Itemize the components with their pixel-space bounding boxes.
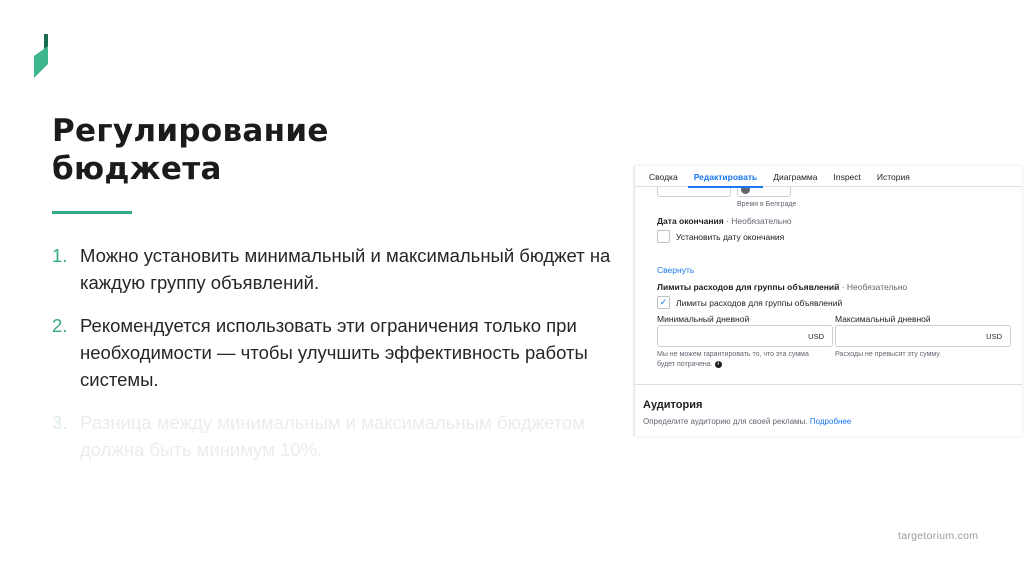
title-line-1: Регулирование [52,113,329,149]
end-date-checkbox-row[interactable] [657,230,784,243]
max-daily-label: Максимальный дневной [835,314,931,324]
end-date-checkbox[interactable] [657,230,670,243]
audience-description [643,417,851,426]
max-daily-input[interactable] [835,325,1011,347]
item-number: 3. [52,412,68,433]
end-date-label [657,216,792,226]
learn-more-link[interactable]: Подробнее [809,417,852,426]
item-text: Разница между минимальным и максимальным бюджетом должна быть минимум 10%. [80,412,586,460]
brand-logo [34,34,54,78]
item-text: Рекомендуется использовать эти ограничения только при необходимости — чтобы улучшить эффективность работы системы. [80,315,588,390]
min-daily-hint-line2: будет потрачена. [657,361,713,368]
item-text: Можно установить минимальный и максимальный бюджет на каждую группу объявлений. [80,245,611,293]
optional-tag: · Необязательно [726,216,792,226]
audience-title: Аудитория [643,399,703,411]
currency-label: USD [808,332,824,341]
item-number: 1. [52,245,68,266]
min-daily-hint [657,350,809,370]
spending-limits-checkbox[interactable]: ✓ [657,296,670,309]
min-daily-label: Минимальный дневной [657,314,750,324]
tab-chart[interactable]: Диаграмма [773,172,818,182]
panel-tabs [635,166,1022,187]
currency-label: USD [986,332,1002,341]
spending-limits-checkbox-label: Лимиты расходов для группы объявлений [676,297,843,308]
ads-manager-panel [634,166,1022,436]
audience-description-text: Определите аудиторию для своей рекламы. [643,417,808,426]
spending-limits-label-text: Лимиты расходов для группы объявлений [657,282,840,292]
end-date-checkbox-label: Установить дату окончания [676,231,785,242]
tab-summary[interactable]: Сводка [649,172,678,182]
tab-edit[interactable]: Редактировать [688,166,764,187]
end-date-label-text: Дата окончания [657,216,724,226]
list-item [52,409,612,463]
min-daily-hint-line1: Мы не можем гарантировать то, что эта сумма [657,351,809,358]
footer-site: targetorium.com [898,530,979,542]
points-list [52,242,612,479]
min-daily-input[interactable] [657,325,833,347]
optional-tag: · Необязательно [841,282,908,292]
list-item [52,312,612,393]
slide-title [52,112,329,188]
max-daily-hint: Расходы не превысят эту сумму. [835,351,942,358]
section-divider [635,384,1022,385]
tab-history[interactable]: История [876,172,910,182]
title-underline [52,211,132,214]
spending-limits-checkbox-row[interactable] [657,296,842,309]
info-icon[interactable]: i [715,361,722,368]
tab-inspect[interactable]: Inspect [833,172,861,182]
collapse-link[interactable]: Свернуть [657,265,695,275]
list-item [52,242,612,296]
spending-limits-label [657,282,907,292]
item-number: 2. [52,315,68,336]
title-line-2: бюджета [52,151,222,187]
timezone-note: Время в Белграде [737,201,797,208]
